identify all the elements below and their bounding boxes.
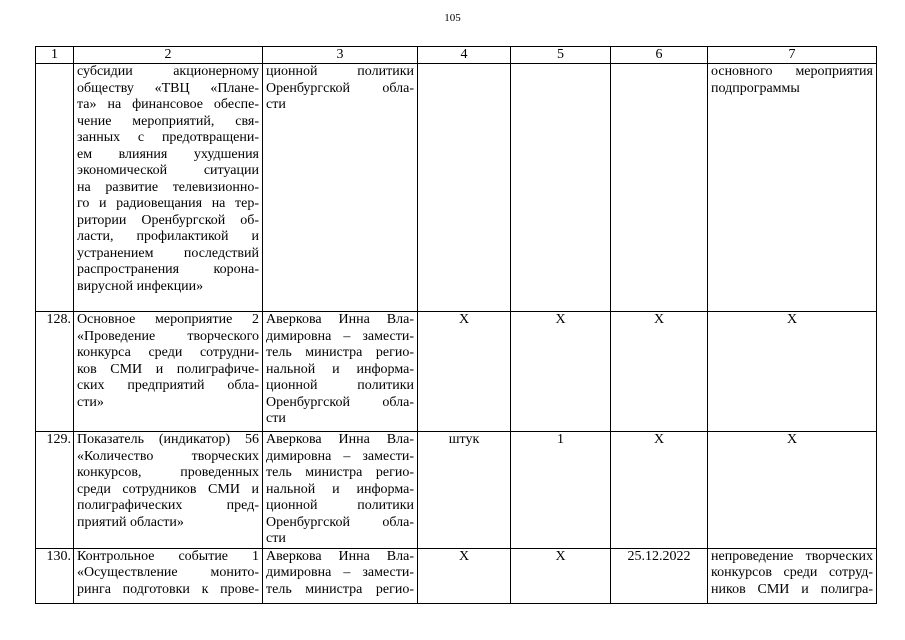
column-header: 5 — [511, 47, 611, 64]
measure-name-cell — [74, 548, 263, 603]
cell-text-line: димировна – замести- — [266, 565, 414, 580]
cell-text-line: та» на финансовое обеспе- — [77, 97, 259, 112]
cell-text-line: полиграфических пред- — [77, 498, 259, 513]
cell-text-line: ласти, профилактикой и — [77, 229, 259, 244]
row-number: 128. — [36, 312, 74, 432]
cell-text-line: Контрольное событие 1 — [77, 548, 259, 564]
table-body — [36, 47, 877, 604]
table-row — [36, 548, 877, 603]
column-header: 2 — [74, 47, 263, 64]
cell-text-line: нальной и информа- — [266, 481, 414, 497]
table-row — [36, 64, 877, 312]
cell-text-line: вирусной инфекции» — [77, 278, 204, 294]
cell-text-line: непроведение творческих — [711, 548, 873, 564]
cell-text-line: Аверкова Инна Вла- — [266, 548, 414, 564]
date-cell: X — [611, 432, 708, 549]
row-number — [36, 64, 74, 312]
cell-text-line: тель министра регио- — [266, 581, 414, 597]
cell-text-line: ционной политики — [266, 378, 414, 393]
cell-text-line: нальной и информа- — [266, 361, 414, 377]
row-number: 129. — [36, 432, 74, 549]
cell-text-line: ринга подготовки к прове- — [77, 581, 259, 597]
unit-cell: X — [418, 548, 511, 603]
value-cell: X — [511, 312, 611, 432]
cell-text-line: ционной политики — [266, 498, 414, 513]
column-header: 1 — [36, 47, 74, 64]
cell-text-line: обществу «ТВЦ «Плане- — [77, 80, 259, 96]
result-cell — [708, 548, 877, 603]
responsible-cell — [263, 432, 418, 549]
value-cell — [511, 64, 611, 312]
cell-text-line: Аверкова Инна Вла- — [266, 312, 414, 327]
cell-text-line: «Проведение творческого — [77, 328, 259, 344]
cell-text-line: Основное мероприятие 2 — [77, 312, 259, 327]
cell-text-line: на развитие телевизионно- — [77, 179, 259, 195]
cell-text-line: субсидии акционерному — [77, 64, 259, 79]
measure-name-cell — [74, 432, 263, 549]
cell-text-line: устранением последствий — [77, 245, 259, 261]
cell-text-line: подпрограммы — [711, 80, 800, 96]
table-row — [36, 312, 877, 432]
unit-cell: X — [418, 312, 511, 432]
column-header: 4 — [418, 47, 511, 64]
cell-text-line: ников СМИ и полигра- — [711, 581, 873, 597]
cell-text-line: приятий области» — [77, 514, 184, 530]
measure-name-cell — [74, 312, 263, 432]
result-cell: X — [708, 312, 877, 432]
cell-text-line: ционной политики — [266, 64, 414, 79]
cell-text-line: сти» — [77, 394, 104, 410]
cell-text-line: занных с предотвращени- — [77, 130, 259, 145]
result-cell: X — [708, 432, 877, 549]
cell-text-line: димировна – замести- — [266, 328, 414, 344]
page-number: 105 — [444, 12, 461, 24]
header-row — [36, 47, 877, 64]
cell-text-line: конкурсов среди сотруд- — [711, 565, 873, 580]
cell-text-line: распространения корона- — [77, 262, 259, 277]
cell-text-line: ем влияния ухудшения — [77, 146, 259, 162]
result-cell — [708, 64, 877, 312]
cell-text-line: Аверкова Инна Вла- — [266, 432, 414, 447]
cell-text-line: Оренбургской обла- — [266, 514, 414, 530]
column-header: 6 — [611, 47, 708, 64]
cell-text-line: димировна – замести- — [266, 448, 414, 464]
column-header: 3 — [263, 47, 418, 64]
cell-text-line: сти — [266, 531, 286, 546]
cell-text-line: ритории Оренбургской об- — [77, 212, 259, 228]
cell-text-line: сти — [266, 97, 286, 112]
cell-text-line: тель министра регио- — [266, 465, 414, 480]
date-cell: 25.12.2022 — [611, 548, 708, 603]
cell-text-line: экономической ситуации — [77, 163, 259, 178]
unit-cell: штук — [418, 432, 511, 549]
cell-text-line: среди сотрудников СМИ и — [77, 481, 259, 497]
cell-text-line: чение мероприятий, свя- — [77, 113, 259, 129]
cell-text-line: сти — [266, 411, 286, 426]
cell-text-line: го и радиовещания на тер- — [77, 196, 259, 211]
date-cell — [611, 64, 708, 312]
cell-text-line: Оренбургской обла- — [266, 80, 414, 96]
cell-text-line: «Количество творческих — [77, 448, 259, 464]
cell-text-line: ских предприятий обла- — [77, 378, 259, 393]
cell-text-line: ков СМИ и полиграфиче- — [77, 361, 259, 377]
cell-text-line: конкурса среди сотрудни- — [77, 345, 259, 360]
cell-text-line: Показатель (индикатор) 56 — [77, 432, 259, 447]
responsible-cell — [263, 312, 418, 432]
table-row — [36, 432, 877, 549]
measures-table — [35, 46, 877, 604]
date-cell: X — [611, 312, 708, 432]
cell-text-line: «Осуществление монито- — [77, 565, 259, 580]
unit-cell — [418, 64, 511, 312]
value-cell: 1 — [511, 432, 611, 549]
measure-name-cell — [74, 64, 263, 312]
cell-text-line: основного мероприятия — [711, 64, 873, 79]
cell-text-line: Оренбургской обла- — [266, 394, 414, 410]
cell-text-line: тель министра регио- — [266, 345, 414, 360]
value-cell: X — [511, 548, 611, 603]
cell-text-line: конкурсов, проведенных — [77, 465, 259, 480]
responsible-cell — [263, 548, 418, 603]
row-number: 130. — [36, 548, 74, 603]
column-header: 7 — [708, 47, 877, 64]
responsible-cell — [263, 64, 418, 312]
